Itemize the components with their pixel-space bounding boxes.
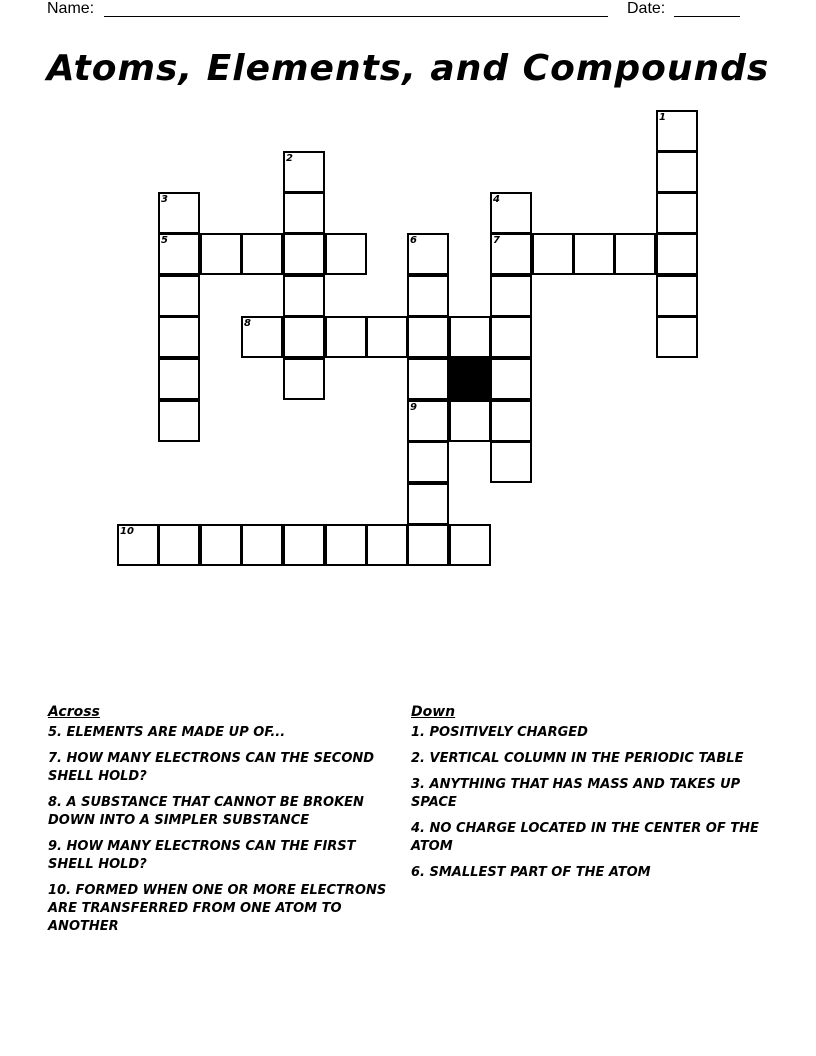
name-label: Name:	[47, 0, 95, 17]
down-heading: Down	[411, 704, 456, 720]
grid-cell[interactable]	[490, 400, 532, 442]
grid-cell[interactable]	[449, 400, 491, 442]
grid-cell[interactable]	[283, 275, 325, 317]
grid-cell[interactable]	[490, 275, 532, 317]
clue-across-8: 8. A SUBSTANCE THAT CANNOT BE BROKEN DOWN INTO A SIMPLER SUBSTANCE	[48, 795, 364, 828]
clue-number: 6	[410, 235, 417, 246]
grid-cell[interactable]	[200, 524, 242, 566]
clue-across-9: 9. HOW MANY ELECTRONS CAN THE FIRST SHELL HOLD?	[48, 839, 356, 872]
grid-cell[interactable]	[490, 358, 532, 400]
clue-number: 2	[286, 153, 293, 164]
grid-cell[interactable]	[532, 233, 574, 275]
clue-down-1: 1. POSITIVELY CHARGED	[411, 725, 588, 740]
grid-cell[interactable]	[241, 233, 283, 275]
grid-cell[interactable]	[283, 358, 325, 400]
clue-number: 4	[493, 194, 500, 205]
grid-cell[interactable]	[490, 192, 532, 234]
grid-cell[interactable]	[656, 192, 698, 234]
clue-number: 9	[410, 402, 417, 413]
grid-cell[interactable]	[656, 275, 698, 317]
grid-cell[interactable]	[158, 233, 200, 275]
grid-cell[interactable]	[407, 316, 449, 358]
grid-cell[interactable]	[407, 400, 449, 442]
grid-cell[interactable]	[407, 524, 449, 566]
grid-cell[interactable]	[283, 316, 325, 358]
grid-cell[interactable]	[366, 316, 408, 358]
black-square	[449, 358, 491, 400]
clue-down-3: 3. ANYTHING THAT HAS MASS AND TAKES UP SPACE	[411, 777, 741, 810]
grid-cell[interactable]	[241, 316, 283, 358]
grid-cell[interactable]	[117, 524, 159, 566]
grid-cell[interactable]	[407, 483, 449, 525]
clue-down-4: 4. NO CHARGE LOCATED IN THE CENTER OF THE ATOM	[411, 821, 759, 854]
grid-cell[interactable]	[490, 316, 532, 358]
grid-cell[interactable]	[158, 400, 200, 442]
grid-cell[interactable]	[283, 192, 325, 234]
clue-number: 1	[659, 112, 666, 123]
grid-cell[interactable]	[656, 233, 698, 275]
grid-cell[interactable]	[407, 358, 449, 400]
grid-cell[interactable]	[656, 151, 698, 193]
down-clues	[411, 703, 761, 890]
grid-cell[interactable]	[283, 524, 325, 566]
clue-number: 3	[161, 194, 168, 205]
clue-down-2: 2. VERTICAL COLUMN IN THE PERIODIC TABLE	[411, 751, 744, 766]
grid-cell[interactable]	[200, 233, 242, 275]
grid-cell[interactable]	[158, 358, 200, 400]
clue-across-5: 5. ELEMENTS ARE MADE UP OF...	[48, 725, 286, 740]
grid-cell[interactable]	[490, 441, 532, 483]
grid-cell[interactable]	[656, 110, 698, 152]
grid-cell[interactable]	[656, 316, 698, 358]
clue-number: 7	[493, 235, 500, 246]
grid-cell[interactable]	[158, 316, 200, 358]
grid-cell[interactable]	[407, 441, 449, 483]
date-label: Date:	[627, 0, 666, 17]
across-heading: Across	[48, 704, 100, 720]
grid-cell[interactable]	[366, 524, 408, 566]
grid-cell[interactable]	[325, 316, 367, 358]
grid-cell[interactable]	[490, 233, 532, 275]
across-clues	[48, 703, 398, 944]
grid-cell[interactable]	[283, 151, 325, 193]
grid-cell[interactable]	[158, 524, 200, 566]
clue-number: 5	[161, 235, 168, 246]
grid-cell[interactable]	[283, 233, 325, 275]
grid-cell[interactable]	[325, 524, 367, 566]
clue-number: 8	[244, 318, 251, 329]
grid-cell[interactable]	[407, 275, 449, 317]
grid-cell[interactable]	[325, 233, 367, 275]
grid-cell[interactable]	[449, 524, 491, 566]
grid-cell[interactable]	[573, 233, 615, 275]
clue-number: 10	[120, 526, 134, 537]
grid-cell[interactable]	[158, 275, 200, 317]
grid-cell[interactable]	[158, 192, 200, 234]
clue-down-6: 6. SMALLEST PART OF THE ATOM	[411, 865, 651, 880]
grid-cell[interactable]	[449, 316, 491, 358]
grid-cell[interactable]	[407, 233, 449, 275]
clue-across-7: 7. HOW MANY ELECTRONS CAN THE SECOND SHELL HOLD?	[48, 751, 375, 784]
grid-cell[interactable]	[614, 233, 656, 275]
grid-cell[interactable]	[241, 524, 283, 566]
page-title: Atoms, Elements, and Compounds	[46, 48, 770, 89]
clue-across-10: 10. FORMED WHEN ONE OR MORE ELECTRONS ARE TRANSFERRED FROM ONE ATOM TO ANOTHER	[48, 883, 387, 934]
